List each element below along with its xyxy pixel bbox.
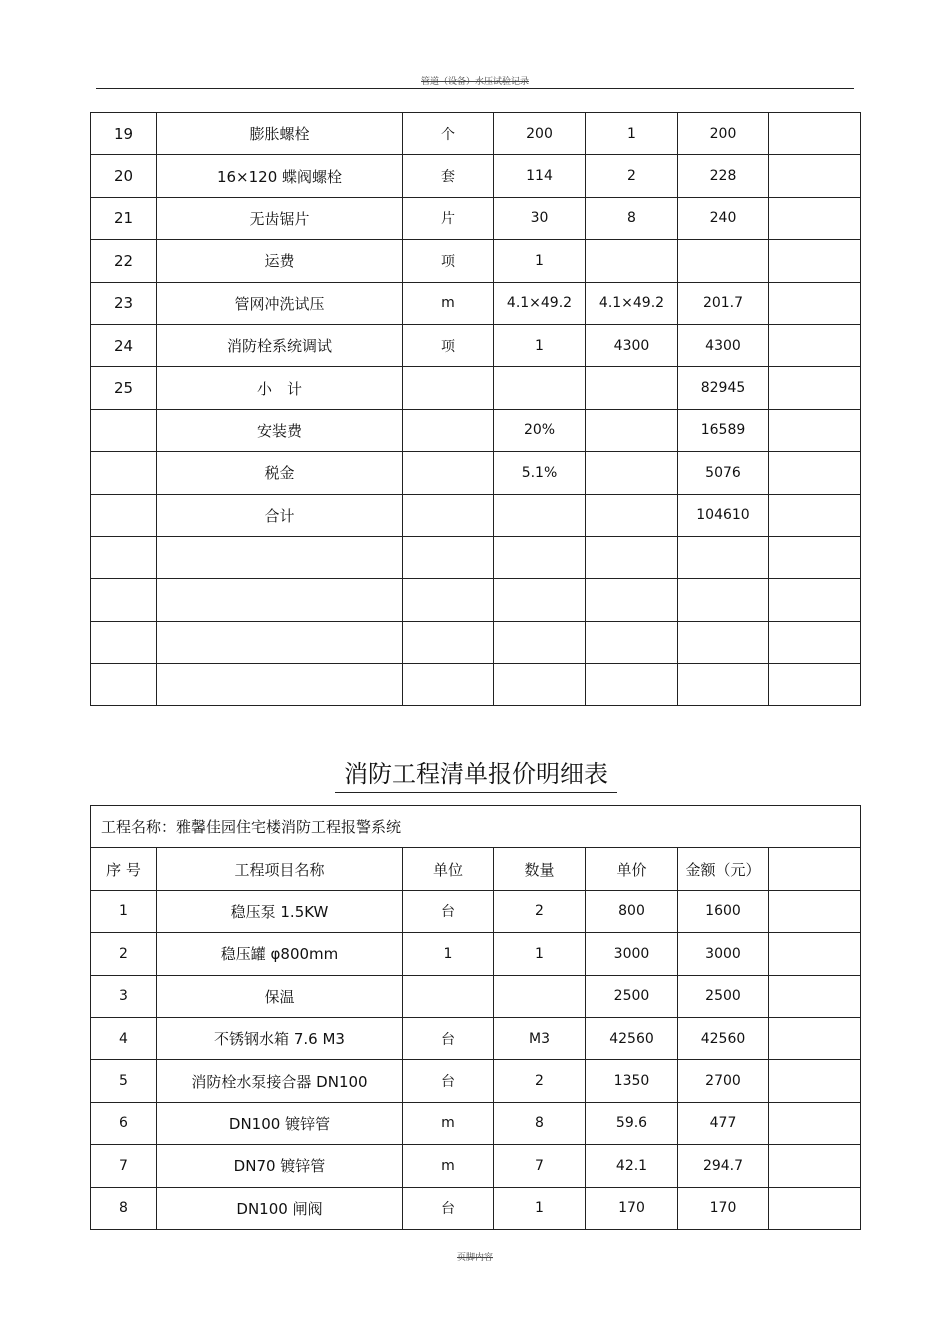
cell-no: [91, 409, 157, 451]
cell-name: [157, 664, 403, 706]
cell-no: 22: [91, 240, 157, 282]
cell-name: 安装费: [157, 409, 403, 451]
cell-name: [157, 536, 403, 578]
cell-amount: [678, 240, 769, 282]
cell-extra: [769, 579, 861, 621]
table-row: [91, 197, 861, 239]
cell-extra: [769, 890, 861, 932]
cell-no: [91, 494, 157, 536]
cell-qty: [494, 621, 586, 663]
cell-price: 8: [586, 197, 678, 239]
cell-qty: [494, 367, 586, 409]
cell-price: [586, 452, 678, 494]
cell-extra: [769, 324, 861, 366]
cell-qty: 1: [494, 324, 586, 366]
project-name-row: [91, 806, 861, 848]
cell-unit: 项: [403, 324, 494, 366]
cell-price: [586, 579, 678, 621]
cell-no: 24: [91, 324, 157, 366]
cell-extra: [769, 1060, 861, 1102]
cell-name: 保温: [157, 975, 403, 1017]
table-row: [91, 240, 861, 282]
cell-unit: 1: [403, 933, 494, 975]
cell-extra: [769, 240, 861, 282]
cell-extra: [769, 933, 861, 975]
cell-amount: [678, 621, 769, 663]
cell-no: [91, 621, 157, 663]
cell-no: 3: [91, 975, 157, 1017]
cell-name: 不锈钢水箱 7.6 M3: [157, 1017, 403, 1059]
cell-unit: 台: [403, 1187, 494, 1229]
cell-amount: 201.7: [678, 282, 769, 324]
cell-price: 800: [586, 890, 678, 932]
cell-amount: [678, 536, 769, 578]
cell-qty: M3: [494, 1017, 586, 1059]
cell-price: 3000: [586, 933, 678, 975]
cell-name: 税金: [157, 452, 403, 494]
cell-extra: [769, 197, 861, 239]
cell-name: 运费: [157, 240, 403, 282]
cell-extra: [769, 367, 861, 409]
cell-qty: 8: [494, 1102, 586, 1144]
page-header-text: 管道（设备）水压试验记录: [420, 77, 529, 87]
cell-amount: 3000: [678, 933, 769, 975]
cell-unit: m: [403, 1145, 494, 1187]
cell-no: 23: [91, 282, 157, 324]
cell-extra: [769, 975, 861, 1017]
cell-no: 7: [91, 1145, 157, 1187]
header-extra: [769, 848, 861, 890]
cell-name: 小 计: [157, 367, 403, 409]
quotation-table: [90, 805, 861, 1230]
cell-unit: [403, 536, 494, 578]
cell-name: 16×120 蝶阀螺栓: [157, 155, 403, 197]
cell-qty: 1: [494, 933, 586, 975]
cell-name: DN100 闸阀: [157, 1187, 403, 1229]
cell-extra: [769, 494, 861, 536]
cell-unit: [403, 409, 494, 451]
cell-unit: [403, 579, 494, 621]
table-row: [91, 1145, 861, 1187]
cell-no: 1: [91, 890, 157, 932]
header-qty: 数量: [494, 848, 586, 890]
document-title: 消防工程清单报价明细表: [335, 756, 617, 793]
cell-name: 消防栓水泵接合器 DN100: [157, 1060, 403, 1102]
cell-qty: 5.1%: [494, 452, 586, 494]
cell-price: 1: [586, 113, 678, 155]
cell-qty: 2: [494, 1060, 586, 1102]
table-row: [91, 1017, 861, 1059]
table-row: [91, 933, 861, 975]
cell-extra: [769, 155, 861, 197]
cell-price: [586, 240, 678, 282]
table-row: [91, 621, 861, 663]
header-unit: 单位: [403, 848, 494, 890]
cell-amount: 104610: [678, 494, 769, 536]
cell-name: 管网冲洗试压: [157, 282, 403, 324]
table-row: [91, 282, 861, 324]
header-price: 单价: [586, 848, 678, 890]
cell-price: [586, 409, 678, 451]
header-amount: 金额（元）: [678, 848, 769, 890]
cell-name: DN70 镀锌管: [157, 1145, 403, 1187]
cell-qty: [494, 664, 586, 706]
header-rule: [96, 88, 854, 89]
cell-unit: 片: [403, 197, 494, 239]
cell-name: 膨胀螺栓: [157, 113, 403, 155]
table-row: [91, 494, 861, 536]
cell-amount: 294.7: [678, 1145, 769, 1187]
cell-qty: [494, 579, 586, 621]
table-row: [91, 155, 861, 197]
cell-no: 2: [91, 933, 157, 975]
cell-amount: 82945: [678, 367, 769, 409]
cell-qty: 20%: [494, 409, 586, 451]
cell-no: 25: [91, 367, 157, 409]
cell-price: 42.1: [586, 1145, 678, 1187]
cell-price: 42560: [586, 1017, 678, 1059]
cell-qty: [494, 494, 586, 536]
cell-extra: [769, 113, 861, 155]
cell-name: 合计: [157, 494, 403, 536]
cell-price: [586, 367, 678, 409]
cell-name: [157, 579, 403, 621]
cell-amount: 4300: [678, 324, 769, 366]
table-row: [91, 1102, 861, 1144]
cell-amount: 240: [678, 197, 769, 239]
cell-amount: 200: [678, 113, 769, 155]
table-row: [91, 975, 861, 1017]
cell-no: 21: [91, 197, 157, 239]
table-row: [91, 452, 861, 494]
cell-price: 4300: [586, 324, 678, 366]
table-row: [91, 324, 861, 366]
cell-no: 4: [91, 1017, 157, 1059]
cell-amount: 477: [678, 1102, 769, 1144]
cell-no: 20: [91, 155, 157, 197]
cell-unit: [403, 664, 494, 706]
table-row: [91, 890, 861, 932]
cell-name: DN100 镀锌管: [157, 1102, 403, 1144]
cell-qty: 2: [494, 890, 586, 932]
cell-no: 8: [91, 1187, 157, 1229]
cell-unit: m: [403, 282, 494, 324]
cell-extra: [769, 282, 861, 324]
cell-unit: 套: [403, 155, 494, 197]
cell-price: [586, 494, 678, 536]
cell-no: 6: [91, 1102, 157, 1144]
cell-price: 4.1×49.2: [586, 282, 678, 324]
cell-amount: 16589: [678, 409, 769, 451]
cell-no: [91, 579, 157, 621]
project-name: 工程名称：雅馨佳园住宅楼消防工程报警系统: [91, 806, 861, 848]
cell-name: 稳压泵 1.5KW: [157, 890, 403, 932]
cell-unit: 项: [403, 240, 494, 282]
cell-extra: [769, 621, 861, 663]
table-row: [91, 1187, 861, 1229]
table-row: [91, 409, 861, 451]
cell-qty: 200: [494, 113, 586, 155]
cell-price: [586, 621, 678, 663]
cell-unit: 台: [403, 1060, 494, 1102]
cell-no: [91, 664, 157, 706]
cell-price: 59.6: [586, 1102, 678, 1144]
cell-amount: 170: [678, 1187, 769, 1229]
cell-name: [157, 621, 403, 663]
cell-price: 1350: [586, 1060, 678, 1102]
cell-amount: 1600: [678, 890, 769, 932]
cell-extra: [769, 536, 861, 578]
quotation-table-body: [91, 806, 861, 1230]
cell-qty: 7: [494, 1145, 586, 1187]
table-row: [91, 664, 861, 706]
cell-amount: 42560: [678, 1017, 769, 1059]
cell-no: 19: [91, 113, 157, 155]
cell-qty: [494, 536, 586, 578]
cell-name: 稳压罐 φ800mm: [157, 933, 403, 975]
cell-extra: [769, 409, 861, 451]
cell-qty: 30: [494, 197, 586, 239]
cell-extra: [769, 452, 861, 494]
cell-price: 2500: [586, 975, 678, 1017]
cell-unit: [403, 621, 494, 663]
cell-qty: [494, 975, 586, 1017]
cell-price: [586, 664, 678, 706]
cell-no: [91, 536, 157, 578]
cell-price: 2: [586, 155, 678, 197]
cell-amount: 228: [678, 155, 769, 197]
cell-no: 5: [91, 1060, 157, 1102]
cost-table-continued-body: [91, 113, 861, 706]
cell-extra: [769, 664, 861, 706]
cell-qty: 1: [494, 1187, 586, 1229]
cell-unit: 个: [403, 113, 494, 155]
cell-amount: 5076: [678, 452, 769, 494]
table-row: [91, 579, 861, 621]
cell-unit: 台: [403, 1017, 494, 1059]
table-row: [91, 536, 861, 578]
cell-qty: 4.1×49.2: [494, 282, 586, 324]
table-row: [91, 113, 861, 155]
cell-qty: 114: [494, 155, 586, 197]
cell-price: 170: [586, 1187, 678, 1229]
cell-qty: 1: [494, 240, 586, 282]
cell-no: [91, 452, 157, 494]
cell-extra: [769, 1017, 861, 1059]
cell-extra: [769, 1102, 861, 1144]
cell-unit: [403, 367, 494, 409]
cell-amount: 2500: [678, 975, 769, 1017]
cell-unit: [403, 452, 494, 494]
cell-name: 消防栓系统调试: [157, 324, 403, 366]
table-header-row: [91, 848, 861, 890]
cell-unit: [403, 494, 494, 536]
header-no: 序 号: [91, 848, 157, 890]
cell-extra: [769, 1187, 861, 1229]
header-name: 工程项目名称: [157, 848, 403, 890]
cell-price: [586, 536, 678, 578]
cell-unit: m: [403, 1102, 494, 1144]
table-row: [91, 367, 861, 409]
cell-extra: [769, 1145, 861, 1187]
cell-amount: 2700: [678, 1060, 769, 1102]
cell-amount: [678, 579, 769, 621]
cell-amount: [678, 664, 769, 706]
page-footer-text: 页脚内容: [456, 1253, 493, 1263]
cell-unit: 台: [403, 890, 494, 932]
table-row: [91, 1060, 861, 1102]
cell-name: 无齿锯片: [157, 197, 403, 239]
cost-table-continued: [90, 112, 861, 706]
cell-unit: [403, 975, 494, 1017]
